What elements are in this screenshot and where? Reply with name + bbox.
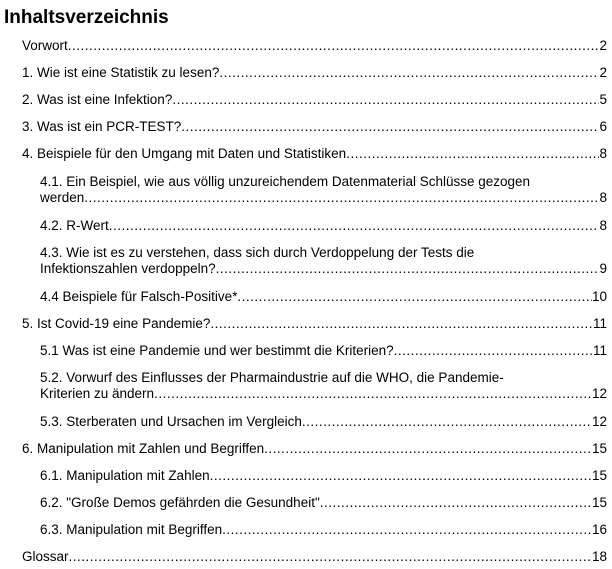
toc-page-number: 2 (599, 65, 607, 80)
toc-entry-text: 5. Ist Covid-19 eine Pandemie? (22, 316, 211, 331)
dot-leader (210, 468, 592, 484)
toc-entry-5-2[interactable] (40, 370, 607, 402)
toc-page-number: 12 (591, 386, 607, 401)
toc-entry-5[interactable] (22, 316, 607, 332)
dot-leader (320, 495, 592, 511)
toc-entry-4-4[interactable] (40, 289, 607, 305)
toc-page-number: 11 (592, 316, 607, 331)
toc-entry-text: 5.3. Sterberaten und Ursachen im Vergleich (40, 414, 302, 429)
toc-entry-text: 4.3. Wie ist es zu verstehen, dass sich durch Verdoppelung der Tests die (40, 245, 475, 260)
toc-page-number: 12 (591, 414, 607, 429)
toc-entry-text-continued: Infektionszahlen verdoppeln? (40, 261, 216, 276)
dot-leader (154, 386, 592, 402)
toc-entry-5-3[interactable] (40, 414, 607, 430)
dot-leader (346, 146, 599, 162)
dot-leader (222, 522, 592, 538)
toc-entry-text: 6.3. Manipulation mit Begriffen (40, 522, 223, 537)
toc-entry-3[interactable] (22, 119, 607, 135)
toc-entry-text: 6.2. "Große Demos gefährden die Gesundheit" (40, 495, 320, 510)
dot-leader (219, 65, 599, 81)
dot-leader (69, 549, 592, 565)
toc-entry-text: 5.2. Vorwurf des Einflusses der Pharmaindustrie auf die WHO, die Pandemie- (40, 370, 504, 385)
toc-entry-text: 6.1. Manipulation mit Zahlen (40, 468, 210, 483)
toc-entry-text: Glossar (22, 549, 69, 564)
toc-page-number: 11 (592, 343, 607, 358)
toc-page-number: 2 (599, 38, 607, 53)
dot-leader (68, 38, 600, 54)
toc-page-number: 8 (599, 218, 607, 233)
dot-leader (109, 218, 600, 234)
toc-entry-text: 6. Manipulation mit Zahlen und Begriffen (22, 441, 265, 456)
toc-entry-text: 4.1. Ein Beispiel, wie aus völlig unzureichendem Datenmaterial Schlüsse gezogen (40, 174, 531, 189)
dot-leader (216, 261, 600, 277)
toc-page-number: 10 (591, 289, 607, 304)
toc-page-number: 9 (599, 261, 607, 276)
toc-page-number: 8 (599, 146, 607, 161)
dot-leader (84, 190, 599, 206)
dot-leader (172, 92, 599, 108)
toc-entry-6-2[interactable] (40, 495, 607, 511)
toc-page-number: 18 (591, 549, 607, 564)
toc-page-number: 8 (599, 190, 607, 205)
toc-entry-text: 5.1 Was ist eine Pandemie und wer bestimmt die Kriterien? (40, 343, 394, 358)
toc-entry-text: 1. Wie ist eine Statistik zu lesen? (22, 65, 220, 80)
dot-leader (210, 316, 593, 332)
toc-entry-6[interactable] (22, 441, 607, 457)
toc-entry-2[interactable] (22, 92, 607, 108)
toc-page-number: 6 (599, 119, 607, 134)
toc-entry-text: 4. Beispiele für den Umgang mit Daten und Statistiken (22, 146, 347, 161)
toc-entry-text: 2. Was ist eine Infektion? (22, 92, 173, 107)
toc-entry-4-2[interactable] (40, 218, 607, 234)
toc-entry-4[interactable] (22, 146, 607, 162)
toc-page-number: 15 (591, 441, 607, 456)
toc-page-number: 15 (591, 468, 607, 483)
toc-entry-text: 4.2. R-Wert (40, 218, 109, 233)
toc-entry-vorwort[interactable] (22, 38, 607, 54)
dot-leader (302, 414, 592, 430)
dot-leader (237, 289, 592, 305)
toc-page-number: 15 (591, 495, 607, 510)
toc-entry-6-3[interactable] (40, 522, 607, 538)
toc-entry-text-continued: Kriterien zu ändern (40, 386, 155, 401)
toc-page-number: 5 (599, 92, 607, 107)
toc-entry-6-1[interactable] (40, 468, 607, 484)
toc-entry-text: 3. Was ist ein PCR-TEST? (22, 119, 182, 134)
dot-leader (264, 441, 592, 457)
dot-leader (181, 119, 599, 135)
toc-entry-4-1[interactable] (40, 174, 607, 206)
toc-entry-text: Vorwort (22, 38, 68, 53)
toc-title: Inhaltsverzeichnis (4, 7, 169, 28)
toc-entry-text: 4.4 Beispiele für Falsch-Positive* (40, 289, 238, 304)
toc-entry-1[interactable] (22, 65, 607, 81)
toc-entry-4-3[interactable] (40, 245, 607, 277)
toc-entry-text-continued: werden (40, 190, 85, 205)
toc-entry-glossar[interactable] (22, 549, 607, 565)
dot-leader (394, 343, 593, 359)
toc-page-number: 16 (591, 522, 607, 537)
toc-entry-5-1[interactable] (40, 343, 607, 359)
